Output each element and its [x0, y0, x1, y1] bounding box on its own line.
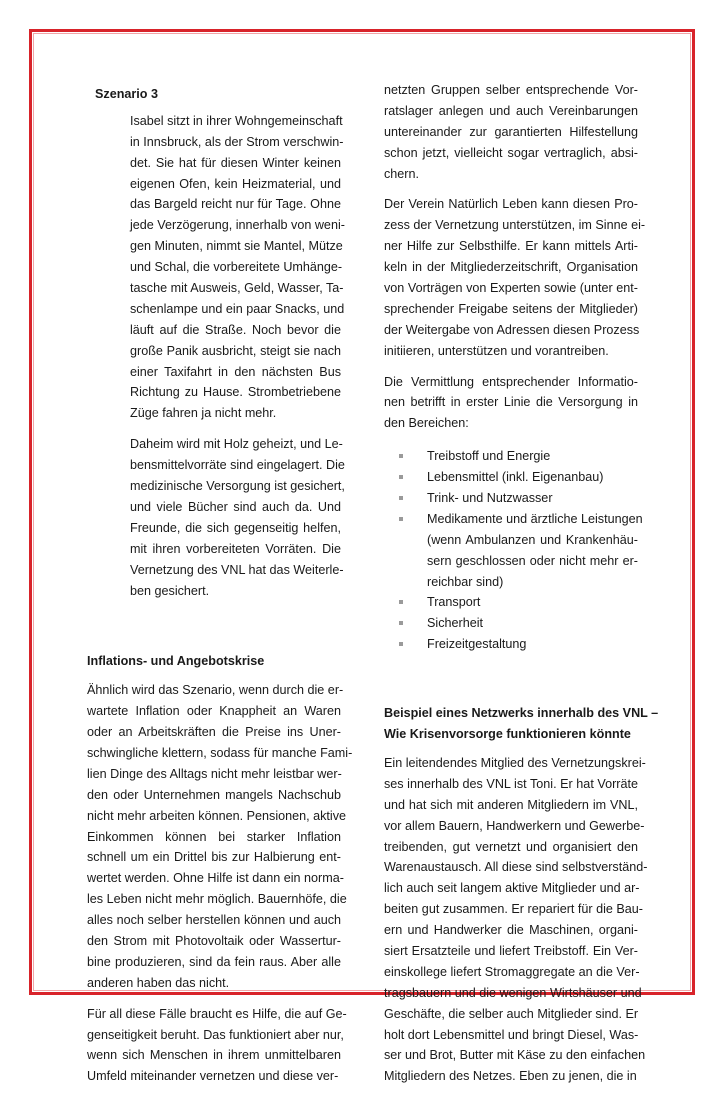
inflation-text [87, 680, 353, 1087]
list-item-text: Treibstoff und Energie [427, 449, 551, 464]
text-line: ses innerhalb des VNL ist Toni. Er hat Vorräte [384, 776, 638, 791]
text-line: mit ihren vorbereiteten Vorräten. Die [130, 541, 341, 556]
text-line: ern und Handwerker die Maschinen, organi- [384, 923, 638, 938]
text-line: den oder Unternehmen mangels Nachschub [87, 787, 341, 802]
text-line: alles noch selber herstellen können und auch [87, 913, 341, 928]
list-item-text: Freizeitgestaltung [427, 637, 527, 652]
list-item [384, 467, 638, 488]
list-item [384, 446, 638, 467]
example-heading [384, 703, 659, 745]
list-item [384, 592, 638, 613]
text-line: von Vorträgen von Experten sowie (unter ent- [384, 281, 638, 296]
list-item [384, 613, 638, 634]
list-item-text: Lebensmittel (inkl. Eigenanbau) [427, 470, 604, 485]
text-line: Ähnlich wird das Szenario, wenn durch die er- [87, 683, 344, 698]
text-line: chern. [384, 166, 420, 181]
inflation-paragraph [87, 1004, 347, 1088]
list-item [384, 509, 643, 593]
text-line: oder an Arbeitskräften die Preise ins Uner- [87, 725, 341, 740]
example-text [384, 753, 648, 1087]
text-line: Umfeld miteinander vernetzen und diese ver- [87, 1069, 339, 1084]
network-paragraph [384, 80, 638, 184]
text-line: läuft auf die Straße. Noch bevor die [130, 322, 341, 337]
text-line: Die Vermittlung entsprechender Informatio- [384, 374, 638, 389]
text-line: schwingliche klettern, sodass für manche Fami- [87, 745, 353, 760]
text-line: tragsbauern und die wenigen Wirtshäuser und [384, 985, 642, 1000]
text-line: vor allem Bauern, Handwerkern und Gewerbe- [384, 818, 645, 833]
bullet-icon [399, 600, 403, 604]
text-line: Isabel sitzt in ihrer Wohngemeinschaft [130, 113, 343, 128]
list-item-text: Medikamente und ärztliche Leistungen [427, 511, 643, 526]
text-line: wartete Inflation oder Knappheit an Waren [87, 704, 341, 719]
text-line: bensmittelvorräte sind eingelagert. Die [130, 458, 345, 473]
list-item-text: Transport [427, 595, 481, 610]
text-line: ser und Brot, Butter mit Käse zu den einfachen [384, 1048, 646, 1063]
scenario-paragraph [130, 111, 345, 424]
text-line: in Innsbruck, als der Strom verschwin- [130, 134, 344, 149]
text-line: beiten gut zusammen. Er repariert für die Bau- [384, 902, 643, 917]
text-line: eigenen Ofen, kein Heizmaterial, und [130, 176, 341, 191]
list-item-text: Trink- und Nutzwasser [427, 491, 553, 506]
list-item [384, 488, 638, 509]
network-paragraph [384, 372, 638, 435]
text-line: ratslager anlegen und auch Vereinbarungen [384, 103, 638, 118]
text-line: schon jetzt, vielleicht sogar vertraglich, absi- [384, 145, 638, 160]
bullet-icon [399, 454, 403, 458]
bullet-icon [399, 517, 403, 521]
text-line: bine produzieren, sind da fein raus. Aber alle [87, 954, 341, 969]
text-line: jede Verzögerung, innerhalb von weni- [130, 218, 345, 233]
text-line: les Leben nicht mehr möglich. Bauernhöfe, die [87, 892, 347, 907]
left-column [87, 80, 353, 1097]
text-line: Daheim wird mit Holz geheizt, und Le- [130, 437, 343, 452]
text-line: keln in der Mitgliederzeitschrift, Organisation [384, 260, 638, 275]
list-item-text: (wenn Ambulanzen und Krankenhäu- [427, 532, 638, 547]
text-line: und viele Bücher sind auch da. Und [130, 499, 341, 514]
text-line: Freunde, die sich gegenseitig helfen, [130, 520, 341, 535]
text-line: nicht mehr arbeiten können. Pensionen, aktive [87, 808, 347, 823]
heading-line: Wie Krisenvorsorge funktionieren könnte [384, 727, 631, 742]
text-line: einskollege liefert Stromaggregate an die Ver- [384, 964, 640, 979]
supply-areas-list [384, 446, 643, 655]
text-line: den Bereichen: [384, 416, 469, 431]
text-line: ben gesichert. [130, 583, 210, 598]
text-line: nen betrifft in erster Linie die Versorgung in [384, 395, 638, 410]
text-line: Für all diese Fälle braucht es Hilfe, die auf Ge- [87, 1006, 347, 1021]
bullet-icon [399, 621, 403, 625]
text-line: schenlampe und ein paar Snacks, und [130, 301, 345, 316]
text-line: den Strom mit Photovoltaik oder Wassertur- [87, 933, 341, 948]
text-line: holt dort Lebensmittel und bringt Diesel, Was- [384, 1027, 639, 1042]
text-line: lien Dinge des Alltags nicht mehr leistbar wer- [87, 766, 342, 781]
network-paragraph [384, 194, 646, 361]
example-paragraph [384, 753, 648, 1087]
text-line: zess der Vernetzung unterstützen, im Sinne ei- [384, 218, 646, 233]
text-line: treibenden, gut vernetzt und organisiert den [384, 839, 638, 854]
heading-line: Beispiel eines Netzwerks innerhalb des VNL – [384, 706, 659, 721]
inflation-paragraph [87, 680, 353, 993]
scenario-text [87, 111, 345, 601]
text-line: Der Verein Natürlich Leben kann diesen Pro- [384, 197, 638, 212]
list-item-text: Sicherheit [427, 616, 484, 631]
bullet-icon [399, 642, 403, 646]
text-line: ner Hilfe zur Selbsthilfe. Er kann mittels Arti- [384, 239, 638, 254]
text-line: genseitigkeit beruht. Das funktioniert aber nur, [87, 1027, 344, 1042]
text-line: lich auch seit langem aktive Mitglieder und ar- [384, 881, 640, 896]
scenario-heading: Szenario 3 [95, 87, 158, 101]
text-line: das Bargeld reicht nur für Tage. Ohne [130, 197, 341, 212]
text-line: untereinander zur garantierten Hilfestellung [384, 124, 638, 139]
text-line: und Schal, die vorbereitete Umhänge- [130, 260, 343, 275]
right-column [384, 80, 659, 1097]
bullet-icon [399, 496, 403, 500]
text-line: siert Ersatzteile und liefert Treibstoff. Ein Ver- [384, 943, 638, 958]
text-line: Züge fahren ja nicht mehr. [130, 406, 277, 421]
text-line: wenn sich Menschen in ihrem unmittelbaren [87, 1048, 341, 1063]
text-line: Richtung zu Hause. Strombetriebene [130, 385, 341, 400]
text-line: und hat sich mit anderen Mitgliedern im VNL, [384, 797, 638, 812]
list-item-text: reichbar sind) [427, 574, 504, 589]
text-line: det. Sie hat für diesen Winter keinen [130, 155, 341, 170]
text-line: der Weitergabe von Adressen diesen Prozess [384, 322, 640, 337]
text-line: anderen haben das nicht. [87, 975, 230, 990]
bullet-icon [399, 475, 403, 479]
inflation-heading: Inflations- und Angebotskrise [87, 654, 265, 669]
text-line: gen Minuten, nimmt sie Mantel, Mütze [130, 239, 343, 254]
text-line: Einkommen können bei starker Inflation [87, 829, 341, 844]
list-item-text: sern geschlossen oder nicht mehr er- [427, 553, 638, 568]
text-line: sprechender Freigabe seitens der Mitglieder) [384, 301, 638, 316]
text-line: Warenaustausch. All diese sind selbstverständ- [384, 860, 648, 875]
scenario-paragraph [130, 434, 345, 601]
text-line: Mitgliedern des Netzes. Eben zu jenen, die in [384, 1069, 637, 1084]
text-line: wertet werden. Ohne Hilfe ist dann ein norma- [87, 871, 344, 886]
text-line: Vernetzung des VNL hat das Weiterle- [130, 562, 344, 577]
text-line: schnell um ein Drittel bis zur Halbierung ent- [87, 850, 341, 865]
text-line: tasche mit Ausweis, Geld, Wasser, Ta- [130, 281, 344, 296]
list-item [384, 634, 638, 655]
network-support-text [384, 80, 646, 434]
text-line: Ein leitendendes Mitglied des Vernetzungskrei- [384, 755, 646, 770]
text-line: initiieren, unterstützen und vorantreiben. [384, 343, 609, 358]
text-line: einer Taxifahrt in den nächsten Bus [130, 364, 341, 379]
text-line: netzten Gruppen selber entsprechende Vor- [384, 83, 638, 97]
text-line: große Panik ausbricht, steigt sie nach [130, 343, 341, 358]
text-line: Geschäfte, die selber auch Mitglieder sind. Er [384, 1006, 639, 1021]
text-line: medizinische Versorgung ist gesichert, [130, 479, 345, 494]
